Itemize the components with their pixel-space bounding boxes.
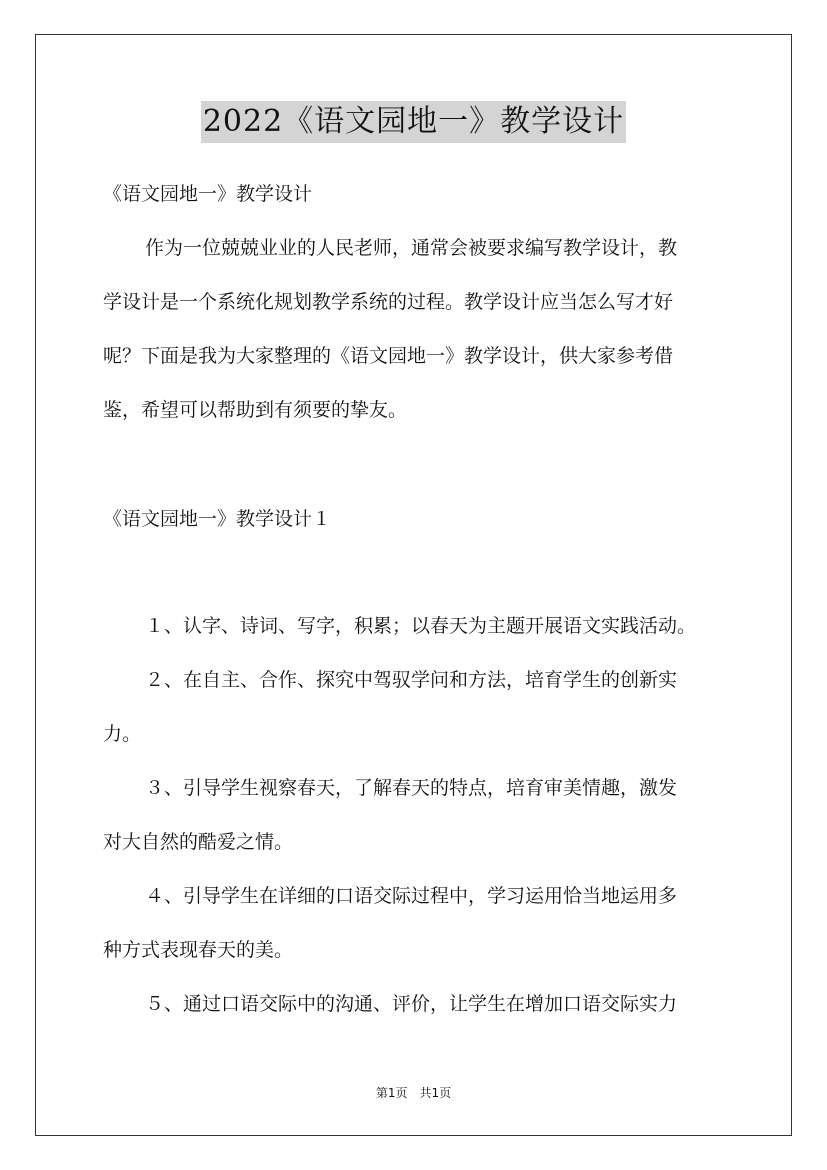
document-title: 2022《语文园地一》教学设计 [201,101,626,143]
item-line-5: 对大自然的酷爱之情。 [103,831,294,853]
section-heading: 《语文园地一》教学设计１ [103,508,332,530]
subtitle: 《语文园地一》教学设计 [103,183,313,205]
item-line-1: １、认字、诗词、写字，积累；以春天为主题开展语文实践活动。 [145,615,697,637]
item-line-2: ２、在自主、合作、探究中驾驭学问和方法，培育学生的创新实 [145,669,678,691]
intro-line-1: 作为一位兢兢业业的人民老师，通常会被要求编写教学设计，教 [145,237,678,259]
item-line-8: ５、通过口语交际中的沟通、评价，让学生在增加口语交际实力 [145,993,678,1015]
intro-line-2: 学设计是一个系统化规划教学系统的过程。教学设计应当怎么写才好 [103,291,674,313]
intro-line-4: 鉴，希望可以帮助到有须要的挚友。 [103,399,408,421]
item-line-6: ４、引导学生在详细的口语交际过程中，学习运用恰当地运用多 [145,885,678,907]
item-line-3: 力。 [103,723,142,745]
item-line-7: 种方式表现春天的美。 [103,939,294,961]
title-container [0,101,827,143]
item-line-4: ３、引导学生视察春天，了解春天的特点，培育审美情趣，激发 [145,777,678,799]
intro-line-3: 呢？下面是我为大家整理的《语文园地一》教学设计，供大家参考借 [103,345,674,367]
page-number: 第1页 共1页 [375,1086,452,1100]
